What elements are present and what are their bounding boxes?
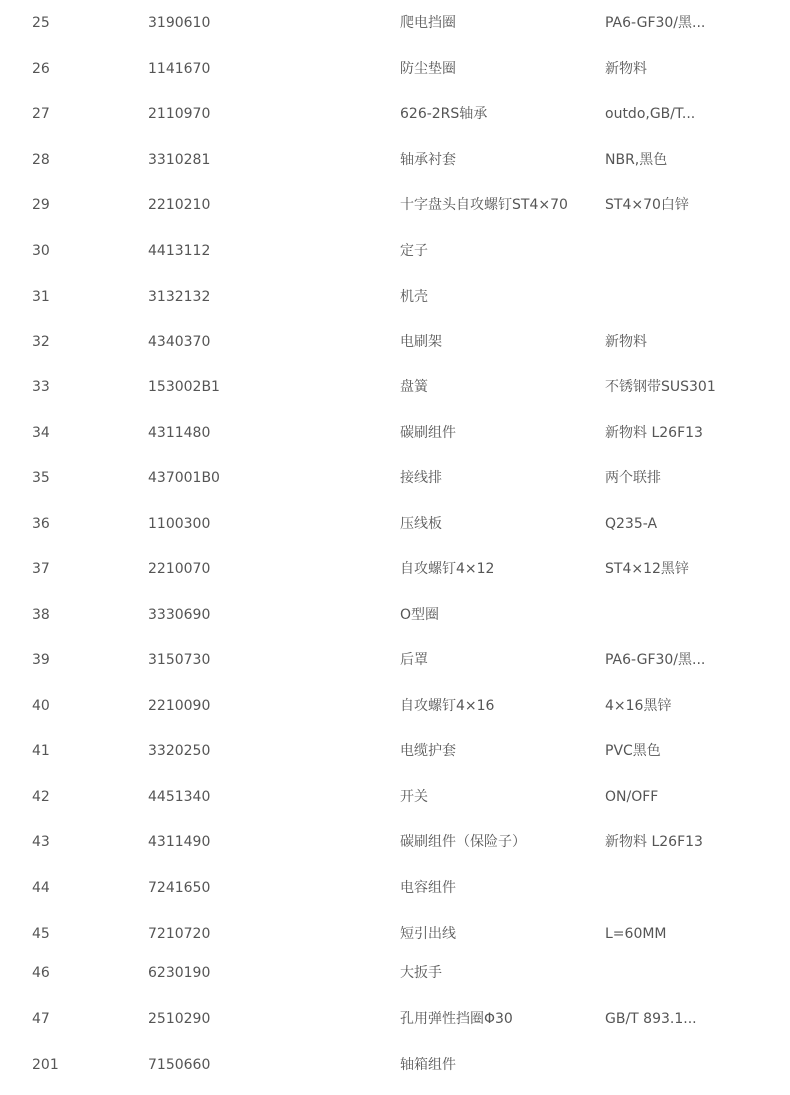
row-number: 32 (32, 334, 50, 350)
row-number: 27 (32, 106, 50, 122)
part-spec: 新物料 (605, 61, 647, 77)
part-spec: ST4×70白锌 (605, 197, 689, 213)
table-row (0, 645, 790, 675)
part-name: 大扳手 (400, 965, 442, 981)
table-row (0, 827, 790, 857)
part-name: 自攻螺钉4×16 (400, 698, 495, 714)
part-name: 电容组件 (400, 880, 456, 896)
table-row (0, 782, 790, 812)
part-spec: GB/T 893.1... (605, 1011, 697, 1027)
table-row (0, 958, 790, 988)
row-number: 26 (32, 61, 50, 77)
part-spec: L=60MM (605, 926, 667, 942)
table-row (0, 463, 790, 493)
table-row (0, 919, 790, 949)
part-name: 十字盘头自攻螺钉ST4×70 (400, 197, 568, 213)
part-spec: ON/OFF (605, 789, 659, 805)
row-number: 39 (32, 652, 50, 668)
part-code: 2210070 (148, 561, 211, 577)
part-spec: 4×16黑锌 (605, 698, 672, 714)
part-code: 4451340 (148, 789, 211, 805)
row-number: 38 (32, 607, 50, 623)
part-spec: 新物料 L26F13 (605, 834, 703, 850)
part-spec: 不锈钢带SUS301 (605, 379, 716, 395)
part-name: 防尘垫圈 (400, 61, 456, 77)
part-name: 机壳 (400, 289, 428, 305)
table-row (0, 372, 790, 402)
part-code: 6230190 (148, 965, 211, 981)
part-spec: PVC黑色 (605, 743, 661, 759)
part-name: O型圈 (400, 607, 440, 623)
table-row (0, 236, 790, 266)
part-name: 盘簧 (400, 379, 428, 395)
part-spec: ST4×12黑锌 (605, 561, 689, 577)
table-row (0, 691, 790, 721)
part-name: 后罩 (400, 652, 428, 668)
part-code: 2110970 (148, 106, 211, 122)
row-number: 33 (32, 379, 50, 395)
part-spec: PA6-GF30/黑... (605, 15, 706, 31)
row-number: 46 (32, 965, 50, 981)
part-name: 轴承衬套 (400, 152, 456, 168)
part-code: 7241650 (148, 880, 211, 896)
row-number: 201 (32, 1057, 59, 1073)
part-code: 153002B1 (148, 379, 220, 395)
table-row (0, 145, 790, 175)
part-spec: outdo,GB/T... (605, 106, 696, 122)
table-row (0, 554, 790, 584)
part-name: 接线排 (400, 470, 442, 486)
row-number: 28 (32, 152, 50, 168)
table-row (0, 1050, 790, 1080)
part-code: 4340370 (148, 334, 211, 350)
table-row (0, 736, 790, 766)
row-number: 30 (32, 243, 50, 259)
table-row (0, 282, 790, 312)
row-number: 35 (32, 470, 50, 486)
part-name: 轴箱组件 (400, 1057, 456, 1073)
row-number: 34 (32, 425, 50, 441)
part-code: 2210090 (148, 698, 211, 714)
table-row (0, 190, 790, 220)
row-number: 29 (32, 197, 50, 213)
table-row (0, 327, 790, 357)
part-code: 3190610 (148, 15, 211, 31)
part-name: 626-2RS轴承 (400, 106, 488, 122)
row-number: 31 (32, 289, 50, 305)
part-name: 自攻螺钉4×12 (400, 561, 495, 577)
row-number: 41 (32, 743, 50, 759)
part-name: 压线板 (400, 516, 442, 532)
part-spec: NBR,黑色 (605, 152, 668, 168)
table-row (0, 99, 790, 129)
table-row (0, 600, 790, 630)
part-spec: 新物料 L26F13 (605, 425, 703, 441)
part-code: 3150730 (148, 652, 211, 668)
part-name: 电刷架 (400, 334, 442, 350)
part-code: 1141670 (148, 61, 211, 77)
table-row (0, 8, 790, 38)
row-number: 44 (32, 880, 50, 896)
row-number: 36 (32, 516, 50, 532)
part-code: 4413112 (148, 243, 211, 259)
row-number: 40 (32, 698, 50, 714)
row-number: 37 (32, 561, 50, 577)
row-number: 47 (32, 1011, 50, 1027)
part-name: 定子 (400, 243, 428, 259)
table-row (0, 873, 790, 903)
row-number: 42 (32, 789, 50, 805)
part-code: 4311490 (148, 834, 211, 850)
part-code: 3132132 (148, 289, 211, 305)
part-spec: 两个联排 (605, 470, 661, 486)
row-number: 45 (32, 926, 50, 942)
part-code: 3330690 (148, 607, 211, 623)
part-name: 爬电挡圈 (400, 15, 456, 31)
part-code: 4311480 (148, 425, 211, 441)
part-spec: Q235-A (605, 516, 658, 532)
part-spec: PA6-GF30/黑... (605, 652, 706, 668)
part-name: 开关 (400, 789, 428, 805)
part-code: 2210210 (148, 197, 211, 213)
part-name: 电缆护套 (400, 743, 456, 759)
part-name: 碳刷组件 (400, 425, 456, 441)
part-name: 孔用弹性挡圈Φ30 (400, 1011, 513, 1027)
table-row (0, 54, 790, 84)
table-row (0, 418, 790, 448)
part-spec: 新物料 (605, 334, 647, 350)
part-code: 3320250 (148, 743, 211, 759)
row-number: 43 (32, 834, 50, 850)
part-code: 3310281 (148, 152, 211, 168)
table-row (0, 509, 790, 539)
part-code: 7210720 (148, 926, 211, 942)
table-row (0, 1004, 790, 1034)
row-number: 25 (32, 15, 50, 31)
part-name: 碳刷组件（保险子） (400, 834, 526, 850)
part-code: 2510290 (148, 1011, 211, 1027)
part-code: 1100300 (148, 516, 211, 532)
part-code: 437001B0 (148, 470, 220, 486)
part-code: 7150660 (148, 1057, 211, 1073)
part-name: 短引出线 (400, 926, 456, 942)
